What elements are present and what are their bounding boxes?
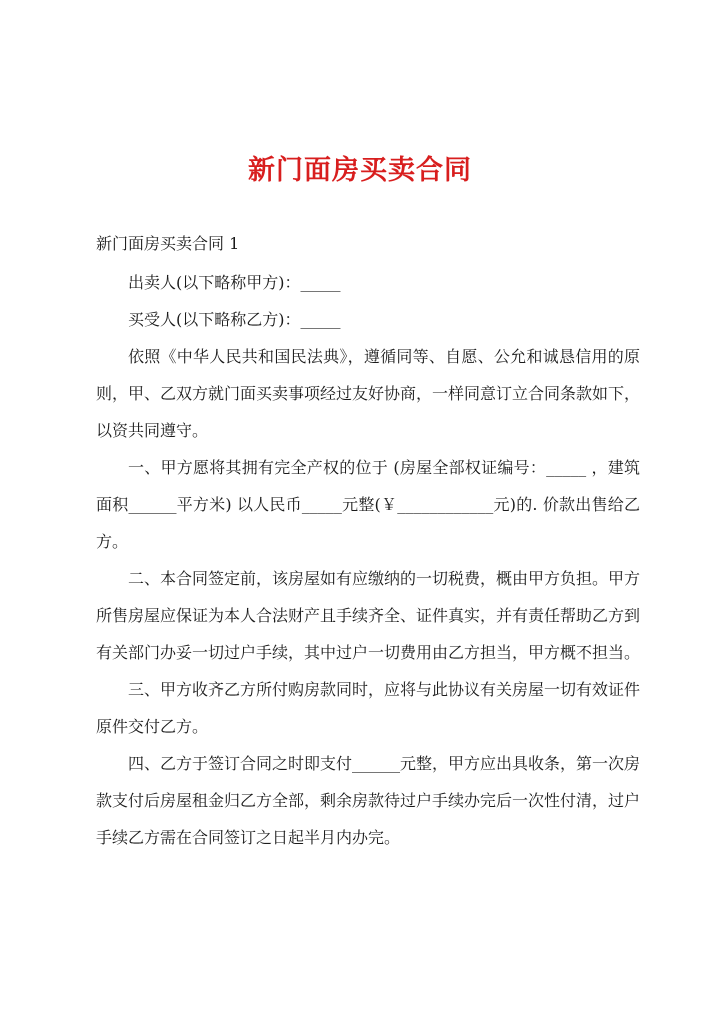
clause-2: 二、本合同签定前，该房屋如有应缴纳的一切税费，概由甲方负担。甲方所售房屋应保证为本人合法财产且手续齐全、证件真实，并有责任帮助乙方到有关部门办妥一切过户手续，其中过户一切费用由乙方担当，甲方概不担当。 bbox=[96, 569, 641, 662]
document-title: 新门面房买卖合同 bbox=[248, 155, 472, 186]
document-subtitle: 新门面房买卖合同 1 bbox=[96, 234, 240, 253]
clause-4: 四、乙方于签订合同之时即支付______元整，甲方应出具收条，第一次房款支付后房屋租金归乙方全部，剩余房款待过户手续办完后一次性付清，过户手续乙方需在合同签订之日起半月内办完。 bbox=[96, 754, 641, 847]
seller-line: 出卖人(以下略称甲方)：_____ bbox=[128, 273, 341, 292]
buyer-line: 买受人(以下略称乙方)：_____ bbox=[128, 310, 341, 329]
intro-paragraph: 依照《中华人民共和国民法典》，遵循同等、自愿、公允和诚恳信用的原则，甲、乙双方就门面买卖事项经过友好协商，一样同意订立合同条款如下，以资共同遵守。 bbox=[96, 347, 641, 440]
clause-3: 三、甲方收齐乙方所付购房款同时，应将与此协议有关房屋一切有效证件原件交付乙方。 bbox=[96, 680, 641, 736]
clause-1: 一、甲方愿将其拥有完全产权的位于 (房屋全部权证编号：_____ ，建筑面积______平方米) 以人民币_____元整(￥____________元)的. 价款出售给乙方。 bbox=[96, 458, 640, 551]
